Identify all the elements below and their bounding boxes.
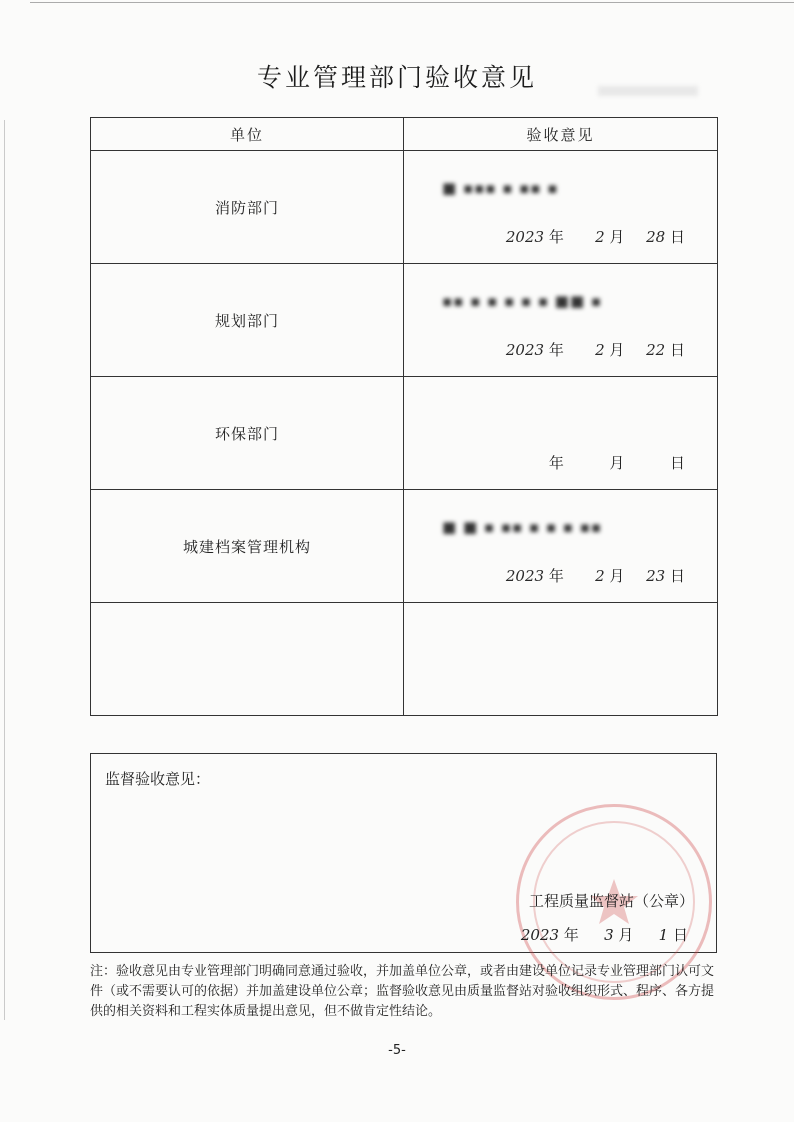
month-label: 月 xyxy=(609,228,625,246)
opinion-cell xyxy=(404,151,718,264)
date-year: 2023 xyxy=(505,228,545,246)
date-month: 2 xyxy=(595,341,605,359)
date xyxy=(494,339,685,360)
opinion-cell-empty xyxy=(404,603,718,716)
header-opinion: 验收意见 xyxy=(404,118,718,151)
date-month: 2 xyxy=(595,228,605,246)
day-label: 日 xyxy=(669,454,685,472)
date-day: 22 xyxy=(646,341,666,359)
page-top-edge xyxy=(30,2,794,3)
supervision-station: 工程质量监督站（公章） xyxy=(528,892,694,910)
unit-cell: 消防部门 xyxy=(91,151,404,264)
unit-cell-empty xyxy=(91,603,404,716)
date-year: 2023 xyxy=(520,926,560,944)
date-month: 3 xyxy=(604,926,614,944)
month-label: 月 xyxy=(609,454,625,472)
unit-cell: 环保部门 xyxy=(91,377,404,490)
month-label: 月 xyxy=(609,567,625,585)
month-label: 月 xyxy=(609,341,625,359)
table-row xyxy=(91,151,718,264)
date-day: 28 xyxy=(646,228,666,246)
unit-cell: 城建档案管理机构 xyxy=(91,490,404,603)
supervision-box xyxy=(90,753,717,953)
date xyxy=(494,226,685,247)
unit-cell: 规划部门 xyxy=(91,264,404,377)
table-row xyxy=(91,490,718,603)
year-label: 年 xyxy=(548,228,564,246)
page-number: -5- xyxy=(388,1043,406,1058)
opinion-cell xyxy=(404,490,718,603)
date-year: 2023 xyxy=(505,567,545,585)
supervision-date xyxy=(515,924,688,945)
date-year: 2023 xyxy=(505,341,545,359)
year-label: 年 xyxy=(548,567,564,585)
table-row-empty xyxy=(91,603,718,716)
header-unit: 单位 xyxy=(91,118,404,151)
page-title: 专业管理部门验收意见 xyxy=(256,63,537,92)
date-day: 1 xyxy=(658,926,669,944)
year-label: 年 xyxy=(548,454,564,472)
supervision-label: 监督验收意见： xyxy=(105,770,211,788)
day-label: 日 xyxy=(669,228,685,246)
date-day: 23 xyxy=(646,567,666,585)
date xyxy=(494,565,685,586)
footnote: 注：验收意见由专业管理部门明确同意通过验收，并加盖单位公章，或者由建设单位记录专业管理部门认可文件（或不需要认可的依据）并加盖建设单位公章；监督验收意见由质量监督站对验收组织形式、程序、各方提供的相关资料和工程实体质量提出意见，但不做肯定性结论。 xyxy=(90,964,715,1019)
redacted-opinion: ▪▪ ▪ ▪ ▪ ▪ ▪ ■■ ▪ xyxy=(442,292,603,310)
opinion-cell xyxy=(404,264,718,377)
date xyxy=(494,452,685,473)
redacted-opinion: ■ ■ ▪ ▪▪ ▪ ▪ ▪ ▪▪ xyxy=(442,518,603,536)
acceptance-table xyxy=(90,117,718,716)
table-row xyxy=(91,377,718,490)
table-row xyxy=(91,264,718,377)
day-label: 日 xyxy=(672,926,688,944)
day-label: 日 xyxy=(669,567,685,585)
month-label: 月 xyxy=(618,926,634,944)
redacted-opinion: ■ ▪▪▪ ▪ ▪▪ ▪ xyxy=(442,179,559,197)
table-header-row xyxy=(91,118,718,151)
opinion-cell xyxy=(404,377,718,490)
day-label: 日 xyxy=(669,341,685,359)
year-label: 年 xyxy=(548,341,564,359)
page-left-edge xyxy=(4,120,5,1020)
year-label: 年 xyxy=(563,926,579,944)
date-month: 2 xyxy=(595,567,605,585)
